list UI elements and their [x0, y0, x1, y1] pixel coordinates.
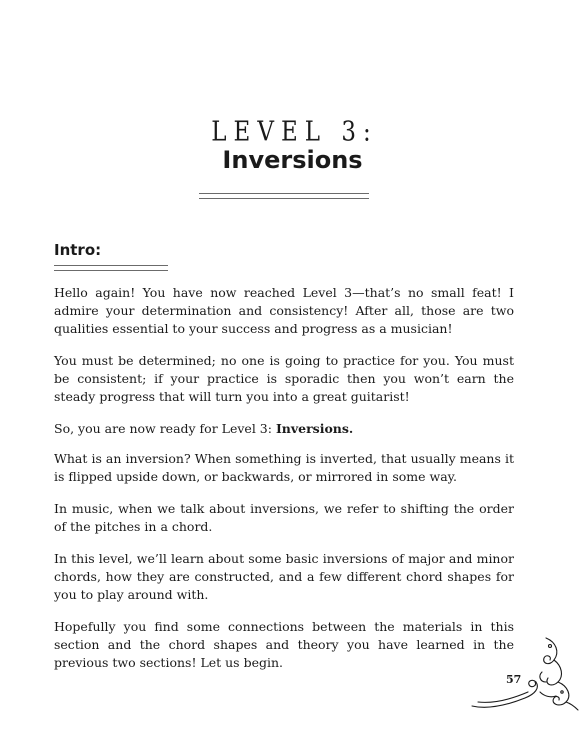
paragraph: In this level, we’ll learn about some basic inversions of major and minor chords, how they are constructed, and a few different chord shapes for you to play around with. [54, 551, 514, 602]
body-text [54, 284, 514, 686]
paragraph: Hopefully you find some connections between the materials in this section and the chord shapes and theory you have learned in the previous two sections! Let us begin. [54, 619, 514, 670]
chapter-level-label: LEVEL 3: [211, 117, 378, 148]
title-divider [199, 193, 369, 199]
paragraph: You must be determined; no one is going to practice for you. You must be consistent; if your practice is sporadic then you won’t earn the steady progress that will turn you into a great guitarist! [54, 353, 514, 404]
paragraph: In music, when we talk about inversions, we refer to shifting the order of the pitches in a chord. [54, 501, 514, 534]
swirl-flourish-icon [470, 632, 580, 712]
paragraph-text: So, you are now ready for Level 3: [54, 421, 276, 436]
paragraph-bold-text: Inversions. [275, 421, 354, 436]
chapter-title: Inversions [222, 146, 363, 174]
page-number: 57 [506, 673, 522, 686]
section-heading: Intro: [54, 241, 102, 259]
section-divider [54, 265, 168, 271]
paragraph: What is an inversion? When something is inverted, that usually means it is flipped upside down, or backwards, or mirrored in some way. [54, 451, 514, 484]
paragraph [54, 420, 514, 438]
paragraph: Hello again! You have now reached Level 3—that’s no small feat! I admire your determination and consistency! After all, those are two qualities essential to your success and progress as a musician! [54, 285, 514, 336]
